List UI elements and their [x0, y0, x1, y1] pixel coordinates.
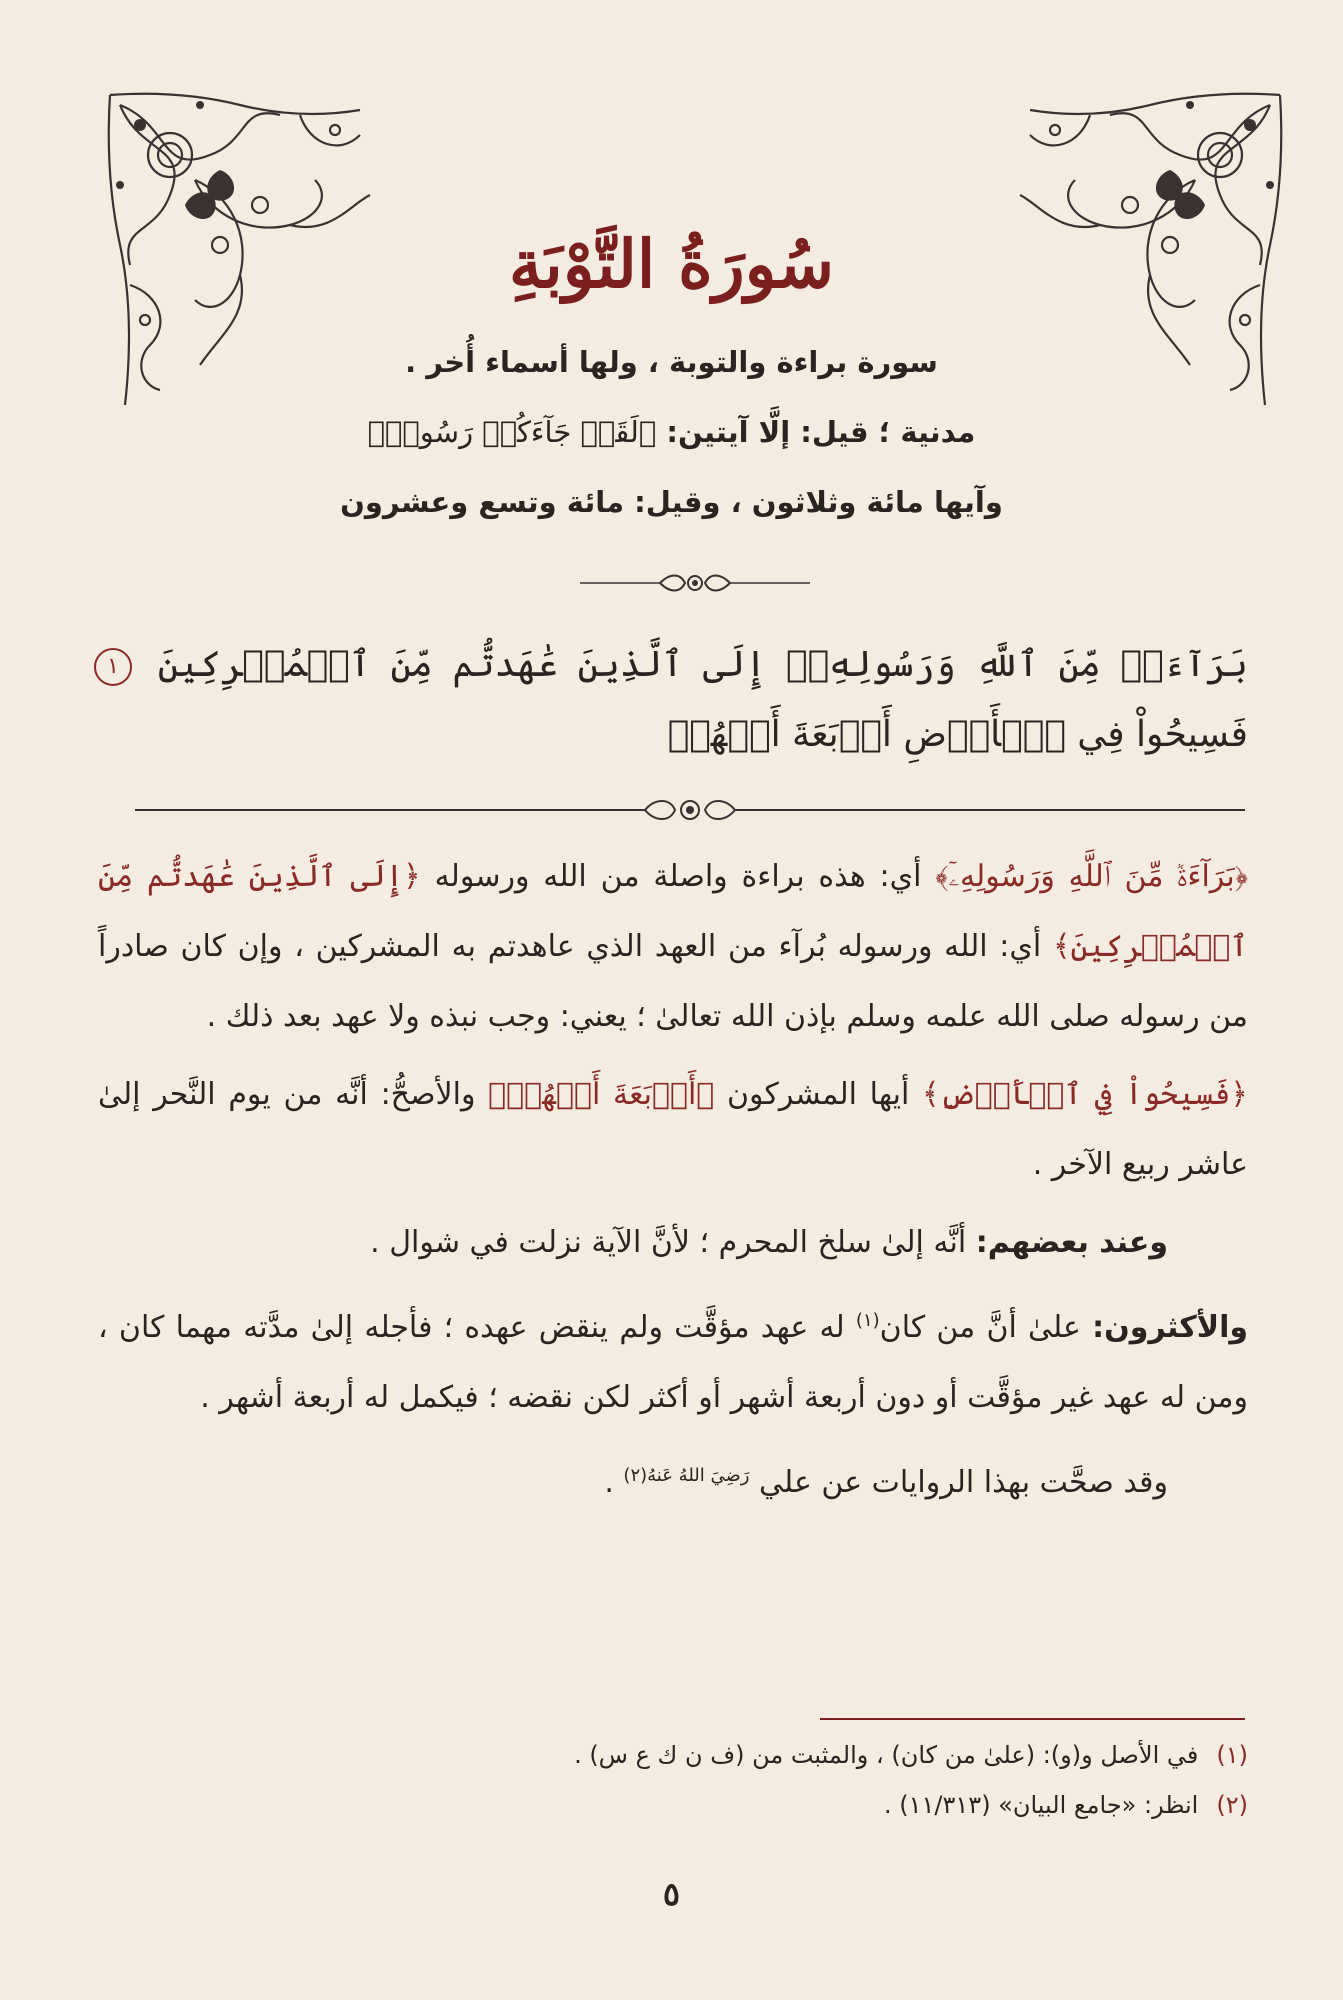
tafsir-text: أنَّه إلىٰ سلخ المحرم ؛ لأنَّ الآية نزلت في شوال . — [370, 1225, 976, 1260]
divider-ornament-small — [580, 568, 810, 598]
intro-revelation-text: مدنية ؛ قيل: إلَّا آيتين: — [656, 415, 976, 449]
quran-quote: ﴿فَسِيحُواْ فِي ٱلۡأَرۡضِ﴾ — [922, 1077, 1248, 1112]
intro-revelation — [0, 415, 1343, 449]
footnote-text: في الأصل و(و): (علىٰ من كان) ، والمثبت من (ف ن ك ع س) . — [574, 1741, 1199, 1769]
footnotes — [98, 1730, 1248, 1830]
intro-quran-quote: ﴿لَقَدۡ جَآءَكُمۡ رَسُولٞ﴾ — [367, 415, 657, 449]
tafsir-body — [98, 842, 1248, 1526]
divider-ornament-main — [135, 795, 1245, 825]
honorific: رَضِيَ اللهُ عَنهُ — [647, 1465, 750, 1486]
footnote-number: (١) — [1216, 1741, 1248, 1769]
ayah-block — [88, 630, 1248, 770]
ayah-number-marker: ١ — [94, 648, 132, 686]
tafsir-paragraph-5 — [98, 1441, 1248, 1518]
tafsir-paragraph-3 — [98, 1208, 1248, 1278]
ayah-text-2: فَسِيحُواْ فِي ٱلۡأَرۡضِ أَرۡبَعَةَ أَشۡهُرٖ — [667, 714, 1248, 755]
footnote-rule — [820, 1718, 1245, 1720]
footnote-ref-2[interactable]: (٢) — [623, 1465, 648, 1486]
tafsir-text: علىٰ أنَّ من كان — [879, 1310, 1093, 1345]
ayah-text-1: بَرَآءَةٞ مِّنَ ٱللَّهِ وَرَسُولِهِۦٓ إِلَى ٱلَّذِينَ عَٰهَدتُّم مِّنَ ٱلۡمُشۡرِكِينَ — [157, 644, 1249, 685]
quran-quote: ﴿أَرۡبَعَةَ أَشۡهُرٖ﴾ — [488, 1077, 715, 1112]
tafsir-text: أي: هذه براءة واصلة من الله ورسوله — [420, 859, 936, 894]
tafsir-text: أي: الله ورسوله بُرآء من العهد الذي عاهدتم به المشركين ، وإن كان صادراً من رسوله صلى الله علمه وسلم بإذن الله تعالىٰ ؛ يعني: وجب نبذه ولا عهد بعد ذلك . — [98, 929, 1248, 1034]
opinion-label: وعند بعضهم: — [975, 1225, 1168, 1260]
tafsir-text: . — [604, 1465, 624, 1500]
tafsir-paragraph-1 — [98, 842, 1248, 1052]
tafsir-text: له عهد مؤقَّت ولم ينقض عهده ؛ فأجله إلىٰ مدَّته مهما كان ، ومن له عهد غير مؤقَّت أو دون أربعة أشهر أو أكثر لكن نقضه ؛ فيكمل له أربعة أشهر . — [98, 1310, 1248, 1415]
footnote-ref-1[interactable]: (١) — [855, 1310, 880, 1331]
footnote-2 — [98, 1780, 1248, 1830]
intro-names: سورة براءة والتوبة ، ولها أسماء أُخر . — [405, 345, 938, 379]
surah-title: سُورَةُ التَّوْبَةِ — [508, 225, 835, 303]
quran-quote: ﴿إِلَى ٱلَّذِينَ عَٰهَدتُّم مِّنَ ٱلۡمُشۡرِكِينَ﴾ — [98, 859, 1248, 964]
opinion-label: والأكثرون: — [1092, 1310, 1248, 1345]
tafsir-paragraph-4 — [98, 1286, 1248, 1433]
tafsir-text: وقد صحَّت بهذا الروايات عن علي — [749, 1465, 1168, 1500]
page-number: ٥ — [662, 1875, 681, 1913]
footnote-1 — [98, 1730, 1248, 1780]
quran-quote: ﴿بَرَآءَةٞ مِّنَ ٱللَّهِ وَرَسُولِهِۦٓ﴾ — [935, 859, 1248, 894]
footnote-number: (٢) — [1216, 1791, 1248, 1819]
footnote-text: انظر: «جامع البيان» (١١/٣١٣) . — [884, 1791, 1199, 1819]
tafsir-text: والأصحُّ: أنَّه من يوم النَّحر إلىٰ عاشر ربيع الآخر . — [98, 1077, 1248, 1182]
tafsir-text: أيها المشركون — [714, 1077, 923, 1112]
tafsir-paragraph-2 — [98, 1060, 1248, 1200]
intro-verse-count: وآيها مائة وثلاثون ، وقيل: مائة وتسع وعشرون — [340, 485, 1003, 519]
